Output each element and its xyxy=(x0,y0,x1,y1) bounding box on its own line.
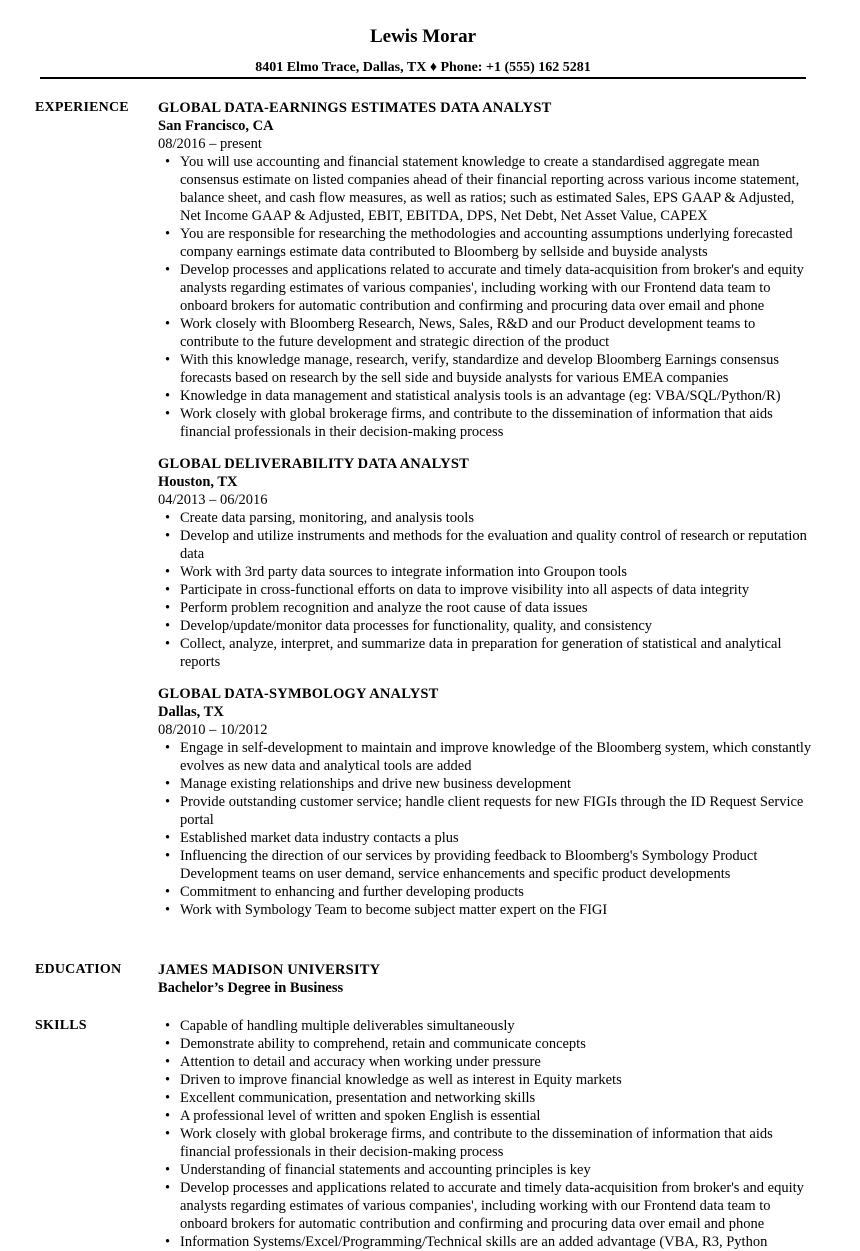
bullet-icon: • xyxy=(165,830,171,846)
bullet-item xyxy=(158,315,814,351)
section-label-education: EDUCATION xyxy=(35,962,122,977)
bullet-icon: • xyxy=(165,406,171,422)
bullet-text: Develop/update/monitor data processes for functionality, quality, and consistency xyxy=(180,618,653,634)
bullet-icon: • xyxy=(165,1054,171,1070)
bullet-icon: • xyxy=(165,352,171,368)
skill-text: A professional level of written and spoken English is essential xyxy=(180,1108,541,1124)
bullet-icon: • xyxy=(165,902,171,918)
skill-text: Capable of handling multiple deliverables simultaneously xyxy=(180,1018,515,1034)
bullet-item xyxy=(158,901,814,919)
bullet-icon: • xyxy=(165,316,171,332)
bullet-icon: • xyxy=(165,528,171,544)
bullet-icon: • xyxy=(165,848,171,864)
job-dates: 08/2010 – 10/2012 xyxy=(158,722,268,738)
job-dates: 08/2016 – present xyxy=(158,136,262,152)
bullet-item xyxy=(158,775,814,793)
job-location: San Francisco, CA xyxy=(158,118,274,134)
bullet-icon: • xyxy=(165,154,171,170)
candidate-name: Lewis Morar xyxy=(369,26,477,47)
bullet-icon: • xyxy=(165,1234,171,1250)
bullet-icon: • xyxy=(165,1162,171,1178)
job-entry xyxy=(158,685,814,919)
bullet-text: Influencing the direction of our services by providing feedback to Bloomberg's Symbology Product Development teams on user demand, service enhancements and specific product developments xyxy=(180,848,758,882)
bullet-text: Develop processes and applications related to accurate and timely data-acquisition from broker's and equity analysts regarding estimates of various companies', including working with our Frontend data team to onboard brokers for automatic contribution and confirming and procuring data over email and phone xyxy=(180,262,804,314)
bullet-text: You will use accounting and financial statement knowledge to create a standardised aggregate mean consensus estimate on listed companies ahead of their financial reporting across various income statement, balance sheet, and cash flow measures, as well as ratios; such as estimated Sales, EPS GAAP & Adjusted, Net Income GAAP & Adjusted, EBIT, EBITDA, DPS, Net Debt, Net Asset Value, CAPEX xyxy=(180,154,800,224)
skill-text: Excellent communication, presentation and networking skills xyxy=(180,1090,536,1106)
bullet-text: Established market data industry contacts a plus xyxy=(180,830,459,846)
skill-item xyxy=(158,1017,814,1035)
job-location: Dallas, TX xyxy=(158,704,224,720)
skill-text: Information Systems/Excel/Programming/Technical skills are an added advantage (VBA, R3, Python xyxy=(180,1234,768,1250)
skills-content xyxy=(158,1017,814,1251)
bullet-icon: • xyxy=(165,618,171,634)
skill-item xyxy=(158,1161,814,1179)
bullet-icon: • xyxy=(165,564,171,580)
skill-item xyxy=(158,1179,814,1233)
bullet-icon: • xyxy=(165,1108,171,1124)
bullet-text: Manage existing relationships and drive new business development xyxy=(180,776,572,792)
bullet-item xyxy=(158,509,814,527)
skill-text: Demonstrate ability to comprehend, retain and communicate concepts xyxy=(180,1036,586,1052)
job-bullets xyxy=(158,153,814,441)
bullet-item xyxy=(158,635,814,671)
bullet-item xyxy=(158,793,814,829)
bullet-icon: • xyxy=(165,884,171,900)
bullet-item xyxy=(158,405,814,441)
skill-item xyxy=(158,1089,814,1107)
bullet-item xyxy=(158,617,814,635)
degree: Bachelor’s Degree in Business xyxy=(158,980,344,996)
bullet-text: Perform problem recognition and analyze the root cause of data issues xyxy=(180,600,588,616)
header-divider xyxy=(40,77,806,79)
bullet-icon: • xyxy=(165,776,171,792)
bullet-item xyxy=(158,225,814,261)
skill-item xyxy=(158,1053,814,1071)
bullet-icon: • xyxy=(165,388,171,404)
skill-item xyxy=(158,1035,814,1053)
bullet-icon: • xyxy=(165,1072,171,1088)
school-name: JAMES MADISON UNIVERSITY xyxy=(158,962,381,978)
job-entry xyxy=(158,99,814,441)
bullet-text: Knowledge in data management and statistical analysis tools is an advantage (eg: VBA/SQL/Python/R) xyxy=(180,388,781,404)
bullet-icon: • xyxy=(165,1180,171,1196)
bullet-item xyxy=(158,387,814,405)
experience-content xyxy=(158,99,814,933)
bullet-text: Develop and utilize instruments and methods for the evaluation and quality control of research or reputation data xyxy=(180,528,807,562)
bullet-text: With this knowledge manage, research, verify, standardize and develop Bloomberg Earnings consensus forecasts based on research by the sell side and buyside analysts for various EMEA companies xyxy=(180,352,779,386)
bullet-text: Participate in cross-functional efforts on data to improve visibility into all aspects of data integrity xyxy=(180,582,750,598)
bullet-item xyxy=(158,829,814,847)
skill-item xyxy=(158,1107,814,1125)
job-entry xyxy=(158,455,814,671)
bullet-icon: • xyxy=(165,740,171,756)
bullet-item xyxy=(158,351,814,387)
bullet-item xyxy=(158,153,814,225)
bullet-item xyxy=(158,847,814,883)
bullet-text: Commitment to enhancing and further developing products xyxy=(180,884,524,900)
bullet-icon: • xyxy=(165,226,171,242)
bullet-icon: • xyxy=(165,1090,171,1106)
bullet-icon: • xyxy=(165,262,171,278)
bullet-item xyxy=(158,581,814,599)
bullet-text: Create data parsing, monitoring, and analysis tools xyxy=(180,510,474,526)
bullet-icon: • xyxy=(165,600,171,616)
bullet-icon: • xyxy=(165,636,171,652)
bullet-item xyxy=(158,739,814,775)
bullet-item xyxy=(158,261,814,315)
bullet-text: Engage in self-development to maintain and improve knowledge of the Bloomberg system, which constantly evolves as new data and analytical tools are added xyxy=(180,740,812,774)
skill-text: Attention to detail and accuracy when working under pressure xyxy=(180,1054,541,1070)
bullet-icon: • xyxy=(165,510,171,526)
bullet-text: Provide outstanding customer service; handle client requests for new FIGIs through the ID Request Service portal xyxy=(180,794,804,828)
skill-text: Work closely with global brokerage firms, and contribute to the dissemination of information that aids financial professionals in their decision-making process xyxy=(180,1126,773,1160)
bullet-icon: • xyxy=(165,794,171,810)
bullet-text: Work closely with Bloomberg Research, News, Sales, R&D and our Product development teams to contribute to the future development and strategic direction of the product xyxy=(180,316,756,350)
skill-item xyxy=(158,1071,814,1089)
job-title: GLOBAL DELIVERABILITY DATA ANALYST xyxy=(158,456,469,472)
skill-text: Driven to improve financial knowledge as well as interest in Equity markets xyxy=(180,1072,622,1088)
education-content xyxy=(158,961,814,997)
bullet-text: Collect, analyze, interpret, and summarize data in preparation for generation of statistical and analytical reports xyxy=(180,636,782,670)
bullet-icon: • xyxy=(165,1018,171,1034)
bullet-text: Work with 3rd party data sources to integrate information into Groupon tools xyxy=(180,564,628,580)
bullet-item xyxy=(158,527,814,563)
bullet-icon: • xyxy=(165,1126,171,1142)
skill-text: Develop processes and applications related to accurate and timely data-acquisition from broker's and equity analysts regarding estimates of various companies', including working with our Frontend data team to onboard brokers for automatic contribution and confirming and procuring data over email and phone xyxy=(180,1180,804,1232)
job-title: GLOBAL DATA-SYMBOLOGY ANALYST xyxy=(158,686,439,702)
job-title: GLOBAL DATA-EARNINGS ESTIMATES DATA ANALYST xyxy=(158,100,552,116)
skills-bullets xyxy=(158,1017,814,1251)
section-label-experience: EXPERIENCE xyxy=(35,100,129,115)
job-location: Houston, TX xyxy=(158,474,238,490)
section-label-skills: SKILLS xyxy=(35,1018,87,1033)
skill-item xyxy=(158,1125,814,1161)
bullet-text: You are responsible for researching the methodologies and accounting assumptions underlying forecasted company earnings estimate data contributed to Bloomberg by sellside and buyside analysts xyxy=(180,226,793,260)
bullet-text: Work with Symbology Team to become subject matter expert on the FIGI xyxy=(180,902,608,918)
bullet-icon: • xyxy=(165,1036,171,1052)
job-bullets xyxy=(158,739,814,919)
bullet-icon: • xyxy=(165,582,171,598)
bullet-item xyxy=(158,563,814,581)
job-bullets xyxy=(158,509,814,671)
job-dates: 04/2013 – 06/2016 xyxy=(158,492,268,508)
skill-item xyxy=(158,1233,814,1251)
contact-line: 8401 Elmo Trace, Dallas, TX ♦ Phone: +1 (555) 162 5281 xyxy=(255,60,591,75)
bullet-item xyxy=(158,883,814,901)
bullet-text: Work closely with global brokerage firms, and contribute to the dissemination of information that aids financial professionals in their decision-making process xyxy=(180,406,773,440)
skill-text: Understanding of financial statements and accounting principles is key xyxy=(180,1162,591,1178)
bullet-item xyxy=(158,599,814,617)
